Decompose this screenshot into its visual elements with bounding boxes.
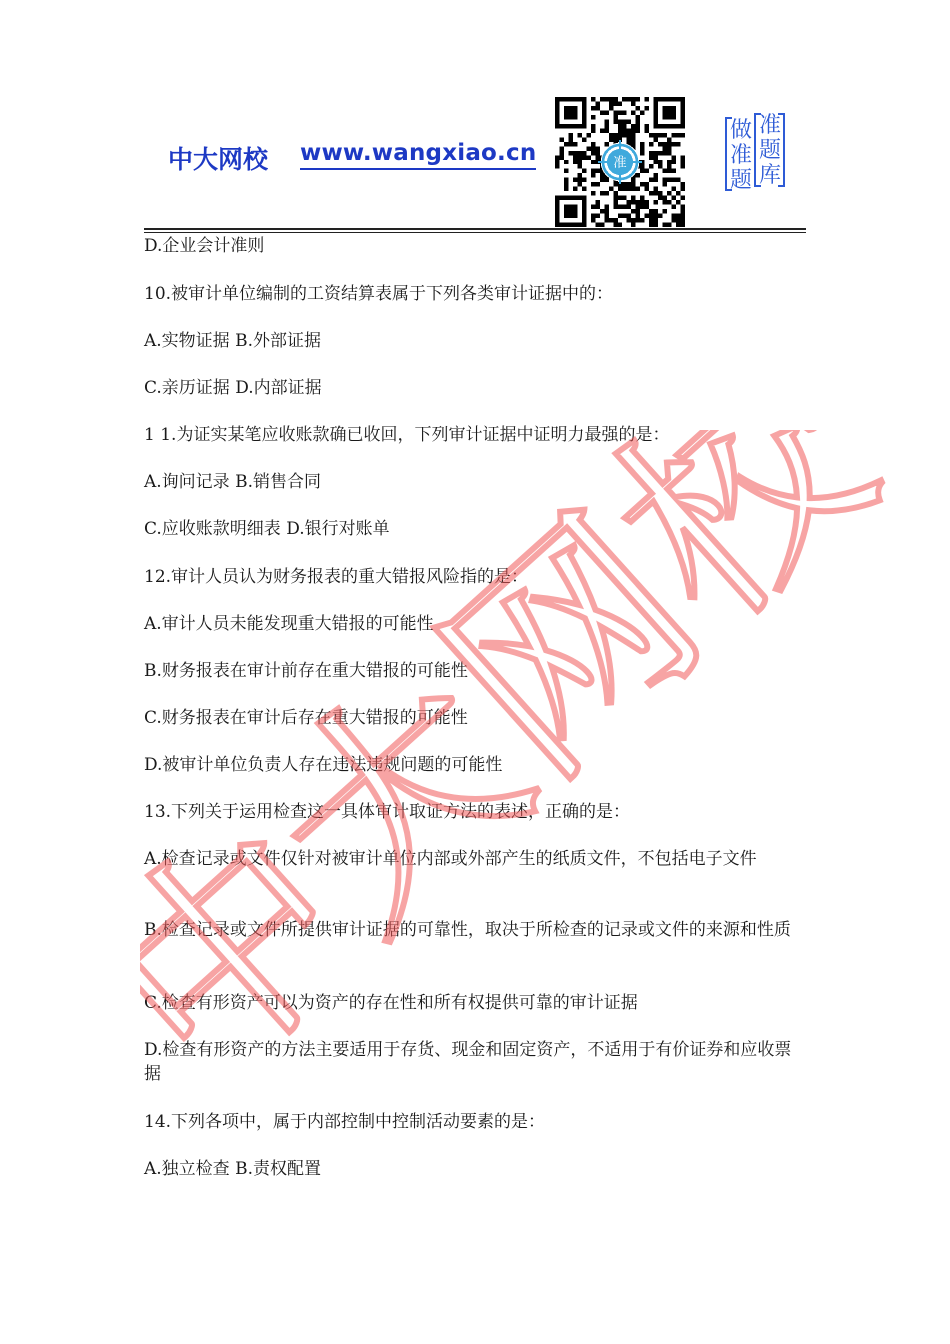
header-rule: [144, 228, 806, 230]
text-line: C.亲历证据 D.内部证据: [144, 378, 322, 398]
text-line: A.独立检查 B.责权配置: [144, 1159, 321, 1179]
question-11: 1 1.为证实某笔应收账款确已收回，下列审计证据中证明力最强的是：: [144, 425, 670, 445]
text-line: D.检查有形资产的方法主要适用于存货、现金和固定资产，不适用于有价证券和应收票据: [144, 1040, 792, 1084]
text-line: B.检查记录或文件所提供审计证据的可靠性，取决于所检查的记录或文件的来源和性质: [144, 920, 791, 940]
side-char: 准: [729, 143, 752, 168]
brand-logo-text: 中大网校: [168, 145, 269, 174]
text-line: C.应收账款明细表 D.银行对账单: [144, 519, 390, 539]
text-line: C.财务报表在审计后存在重大错报的可能性: [144, 708, 468, 728]
watermark-text: 中大网校: [140, 430, 900, 1050]
side-char: 题: [758, 138, 781, 163]
qr-center-label: 准: [613, 155, 627, 171]
question-14: 14.下列各项中，属于内部控制中控制活动要素的是：: [144, 1112, 546, 1132]
question-13: 13.下列关于运用检查这一具体审计取证方法的表述，正确的是：: [144, 802, 631, 822]
text-line: A.检查记录或文件仅针对被审计单位内部或外部产生的纸质文件，不包括电子文件: [144, 849, 757, 869]
side-char: 做: [729, 118, 752, 143]
text-line: B.财务报表在审计前存在重大错报的可能性: [144, 661, 468, 681]
side-char: 准: [758, 113, 781, 138]
text-line: C.检查有形资产可以为资产的存在性和所有权提供可靠的审计证据: [144, 993, 638, 1013]
side-char: 题: [729, 168, 752, 193]
text-line: A.询问记录 B.销售合同: [144, 472, 321, 492]
header-rule-thin: [144, 232, 806, 233]
text-line: D.被审计单位负责人存在违法违规问题的可能性: [144, 755, 503, 775]
site-url-link[interactable]: www.wangxiao.cn: [300, 140, 536, 170]
question-10: 10.被审计单位编制的工资结算表属于下列各类审计证据中的：: [144, 284, 614, 304]
text-line: A.审计人员未能发现重大错报的可能性: [144, 614, 434, 634]
text-line: D.企业会计准则: [144, 236, 265, 256]
text-line: A.实物证据 B.外部证据: [144, 331, 321, 351]
side-char: 库: [758, 163, 781, 188]
qr-code: [555, 97, 685, 227]
slogan-bracket-frame: [724, 112, 786, 194]
question-12: 12.审计人员认为财务报表的重大错报风险指的是：: [144, 567, 529, 587]
